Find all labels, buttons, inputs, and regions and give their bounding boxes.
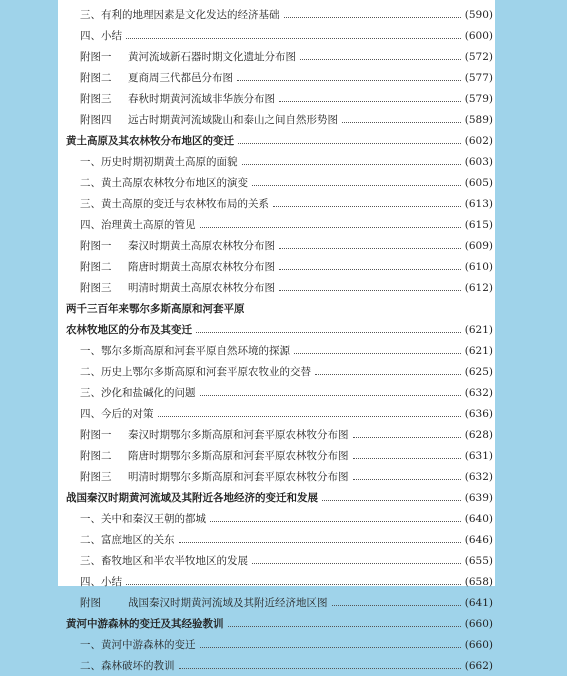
toc-figure[interactable] bbox=[58, 46, 495, 67]
toc-section[interactable] bbox=[58, 361, 495, 382]
toc-figure-label: 附图二 bbox=[80, 450, 112, 462]
toc-entry-text: 二、历史上鄂尔多斯高原和河套平原农牧业的交替 bbox=[80, 366, 311, 378]
toc-entry-title bbox=[80, 469, 349, 484]
toc-entry-text: 一、鄂尔多斯高原和河套平原自然环境的探源 bbox=[80, 345, 290, 357]
toc-entry-title bbox=[80, 553, 248, 568]
toc-entry-title bbox=[80, 364, 311, 379]
toc-entry-title bbox=[80, 112, 338, 127]
dot-leader bbox=[200, 647, 461, 648]
dot-leader bbox=[315, 374, 461, 375]
toc-entry-title bbox=[80, 406, 154, 421]
toc-entry-text: 农林牧地区的分布及其变迁 bbox=[66, 324, 192, 336]
dot-leader bbox=[126, 584, 461, 585]
toc-page-number: (612) bbox=[464, 281, 493, 294]
toc-entry-title bbox=[80, 49, 296, 64]
toc-section[interactable] bbox=[58, 508, 495, 529]
toc-entry-title bbox=[66, 616, 224, 631]
toc-section[interactable] bbox=[58, 634, 495, 655]
dot-leader bbox=[279, 101, 461, 102]
toc-chapter[interactable] bbox=[58, 319, 495, 340]
toc-page-number: (590) bbox=[464, 8, 493, 21]
toc-figure[interactable] bbox=[58, 466, 495, 487]
toc-page-number: (655) bbox=[464, 554, 493, 567]
dot-leader bbox=[200, 395, 461, 396]
dot-leader bbox=[252, 185, 461, 186]
toc-entry-text: 远古时期黄河流域陇山和泰山之间自然形势图 bbox=[128, 114, 338, 126]
dot-leader bbox=[284, 17, 461, 18]
toc-figure[interactable] bbox=[58, 67, 495, 88]
dot-leader bbox=[252, 563, 461, 564]
toc-page-number: (631) bbox=[464, 449, 493, 462]
toc-section[interactable] bbox=[58, 193, 495, 214]
toc-entry-text: 秦汉时期鄂尔多斯高原和河套平原农林牧分布图 bbox=[128, 429, 349, 441]
toc-entry-text: 四、今后的对策 bbox=[80, 408, 154, 420]
toc-entry-title bbox=[80, 574, 122, 589]
toc-figure[interactable] bbox=[58, 109, 495, 130]
dot-leader bbox=[342, 122, 461, 123]
toc-chapter[interactable] bbox=[58, 298, 495, 319]
toc-entry-title bbox=[80, 154, 238, 169]
toc-entry-text: 明清时期黄土高原农林牧分布图 bbox=[128, 282, 275, 294]
toc-figure[interactable] bbox=[58, 445, 495, 466]
toc-page-number: (579) bbox=[464, 92, 493, 105]
toc-section[interactable] bbox=[58, 550, 495, 571]
toc-entry-title bbox=[66, 490, 318, 505]
toc-figure[interactable] bbox=[58, 592, 495, 613]
toc-entry-title bbox=[80, 238, 275, 253]
toc-section[interactable] bbox=[58, 529, 495, 550]
toc-entry-title bbox=[80, 28, 122, 43]
toc-entry-title bbox=[80, 511, 206, 526]
toc-entry-text: 一、黄河中游森林的变迁 bbox=[80, 639, 196, 651]
toc-entry-text: 夏商周三代都邑分布图 bbox=[128, 72, 233, 84]
toc-entry-text: 一、关中和秦汉王朝的都城 bbox=[80, 513, 206, 525]
toc-entry-title bbox=[80, 217, 196, 232]
dot-leader bbox=[322, 500, 461, 501]
toc-entry-title bbox=[80, 175, 248, 190]
toc-page-number: (589) bbox=[464, 113, 493, 126]
toc-entry-text: 二、森林破坏的教训 bbox=[80, 660, 175, 672]
toc-page-number: (621) bbox=[464, 344, 493, 357]
toc-entry-title bbox=[66, 133, 234, 148]
toc-section[interactable] bbox=[58, 382, 495, 403]
toc-entry-text: 战国秦汉时期黄河流域及其附近各地经济的变迁和发展 bbox=[66, 492, 318, 504]
toc-entry-title bbox=[80, 70, 233, 85]
toc-entry-title bbox=[80, 427, 349, 442]
toc-page-number: (625) bbox=[464, 365, 493, 378]
toc-figure-label: 附图三 bbox=[80, 471, 112, 483]
toc-page-number: (603) bbox=[464, 155, 493, 168]
dot-leader bbox=[300, 59, 461, 60]
toc-page-number: (632) bbox=[464, 386, 493, 399]
toc-entry-title bbox=[66, 301, 245, 316]
dot-leader bbox=[279, 269, 461, 270]
toc-figure-label: 附图三 bbox=[80, 93, 112, 105]
toc-page-number: (602) bbox=[464, 134, 493, 147]
toc-page-number: (610) bbox=[464, 260, 493, 273]
dot-leader bbox=[196, 332, 461, 333]
toc-page-number: (632) bbox=[464, 470, 493, 483]
toc-entry-text: 三、沙化和盐碱化的问题 bbox=[80, 387, 196, 399]
dot-leader bbox=[332, 605, 461, 606]
toc-entry-text: 秦汉时期黄土高原农林牧分布图 bbox=[128, 240, 275, 252]
toc-entry-text: 二、富庶地区的关东 bbox=[80, 534, 175, 546]
toc-entry-text: 明清时期鄂尔多斯高原和河套平原农林牧分布图 bbox=[128, 471, 349, 483]
toc-figure[interactable] bbox=[58, 256, 495, 277]
toc-entry-title bbox=[80, 343, 290, 358]
toc-entry-title bbox=[80, 448, 349, 463]
toc-section[interactable] bbox=[58, 25, 495, 46]
toc-entry-title bbox=[80, 385, 196, 400]
toc-entry-text: 隋唐时期鄂尔多斯高原和河套平原农林牧分布图 bbox=[128, 450, 349, 462]
dot-leader bbox=[353, 479, 461, 480]
toc-page-number: (628) bbox=[464, 428, 493, 441]
toc-figure-label: 附图一 bbox=[80, 51, 112, 63]
toc-page-number: (640) bbox=[464, 512, 493, 525]
toc-entry-title bbox=[80, 7, 280, 22]
toc-figure[interactable] bbox=[58, 88, 495, 109]
toc-page-number: (646) bbox=[464, 533, 493, 546]
toc-entry-title bbox=[80, 91, 275, 106]
toc-section[interactable] bbox=[58, 571, 495, 592]
toc-figure-label: 附图四 bbox=[80, 114, 112, 126]
toc-page-number: (572) bbox=[464, 50, 493, 63]
toc-figure-label: 附图一 bbox=[80, 240, 112, 252]
toc-page-number: (660) bbox=[464, 617, 493, 630]
toc-section[interactable] bbox=[58, 214, 495, 235]
dot-leader bbox=[294, 353, 461, 354]
toc-page-number: (600) bbox=[464, 29, 493, 42]
dot-leader bbox=[179, 542, 461, 543]
toc-chapter[interactable] bbox=[58, 130, 495, 151]
toc-entry-title bbox=[80, 595, 328, 610]
toc-page-number: (615) bbox=[464, 218, 493, 231]
dot-leader bbox=[353, 458, 461, 459]
toc-entry-text: 三、黄土高原的变迁与农林牧布局的关系 bbox=[80, 198, 269, 210]
toc-page-number: (577) bbox=[464, 71, 493, 84]
toc-entry-title bbox=[80, 658, 175, 673]
dot-leader bbox=[228, 626, 461, 627]
dot-leader bbox=[237, 80, 461, 81]
dot-leader bbox=[242, 164, 461, 165]
dot-leader bbox=[238, 143, 461, 144]
dot-leader bbox=[273, 206, 461, 207]
toc-page-number: (660) bbox=[464, 638, 493, 651]
toc-entry-text: 四、小结 bbox=[80, 30, 122, 42]
toc-entry-text: 春秋时期黄河流域非华族分布图 bbox=[128, 93, 275, 105]
toc-figure[interactable] bbox=[58, 235, 495, 256]
toc-list bbox=[58, 4, 495, 676]
toc-section[interactable] bbox=[58, 151, 495, 172]
toc-entry-text: 隋唐时期黄土高原农林牧分布图 bbox=[128, 261, 275, 273]
toc-entry-text: 黄土高原及其农林牧分布地区的变迁 bbox=[66, 135, 234, 147]
toc-entry-title bbox=[80, 280, 275, 295]
toc-page-number: (636) bbox=[464, 407, 493, 420]
toc-page-number: (609) bbox=[464, 239, 493, 252]
dot-leader bbox=[279, 248, 461, 249]
toc-figure-label: 附图二 bbox=[80, 261, 112, 273]
toc-figure-label: 附图二 bbox=[80, 72, 112, 84]
toc-page-number: (613) bbox=[464, 197, 493, 210]
dot-leader bbox=[179, 668, 461, 669]
toc-entry-text: 三、畜牧地区和半农半牧地区的发展 bbox=[80, 555, 248, 567]
toc-figure[interactable] bbox=[58, 277, 495, 298]
toc-section[interactable] bbox=[58, 655, 495, 676]
toc-chapter[interactable] bbox=[58, 487, 495, 508]
toc-page-number: (605) bbox=[464, 176, 493, 189]
toc-page-number: (658) bbox=[464, 575, 493, 588]
dot-leader bbox=[158, 416, 461, 417]
toc-page-number: (641) bbox=[464, 596, 493, 609]
toc-entry-title bbox=[80, 637, 196, 652]
toc-entry-text: 三、有利的地理因素是文化发达的经济基础 bbox=[80, 9, 280, 21]
dot-leader bbox=[210, 521, 461, 522]
toc-entry-text: 一、历史时期初期黄土高原的面貌 bbox=[80, 156, 238, 168]
toc-figure-label: 附图三 bbox=[80, 282, 112, 294]
toc-entry-text: 四、小结 bbox=[80, 576, 122, 588]
toc-section[interactable] bbox=[58, 172, 495, 193]
dot-leader bbox=[200, 227, 461, 228]
dot-leader bbox=[353, 437, 461, 438]
toc-page-number: (621) bbox=[464, 323, 493, 336]
toc-entry-text: 黄河中游森林的变迁及其经验教训 bbox=[66, 618, 224, 630]
toc-figure-label: 附图 bbox=[80, 597, 101, 609]
toc-figure[interactable] bbox=[58, 424, 495, 445]
toc-figure-label: 附图一 bbox=[80, 429, 112, 441]
toc-entry-title bbox=[80, 532, 175, 547]
toc-entry-text: 两千三百年来鄂尔多斯高原和河套平原 bbox=[66, 303, 245, 315]
toc-page-number: (639) bbox=[464, 491, 493, 504]
toc-entry-text: 战国秦汉时期黄河流域及其附近经济地区图 bbox=[128, 597, 328, 609]
toc-page-number: (662) bbox=[464, 659, 493, 672]
dot-leader bbox=[126, 38, 461, 39]
toc-entry-text: 四、治理黄土高原的管见 bbox=[80, 219, 196, 231]
toc-section[interactable] bbox=[58, 340, 495, 361]
toc-page bbox=[58, 0, 495, 672]
toc-section[interactable] bbox=[58, 403, 495, 424]
toc-section[interactable] bbox=[58, 4, 495, 25]
toc-entry-text: 二、黄土高原农林牧分布地区的演变 bbox=[80, 177, 248, 189]
toc-chapter[interactable] bbox=[58, 613, 495, 634]
toc-entry-title bbox=[66, 322, 192, 337]
toc-entry-title bbox=[80, 196, 269, 211]
toc-entry-title bbox=[80, 259, 275, 274]
dot-leader bbox=[279, 290, 461, 291]
toc-entry-text: 黄河流域新石器时期文化遗址分布图 bbox=[128, 51, 296, 63]
